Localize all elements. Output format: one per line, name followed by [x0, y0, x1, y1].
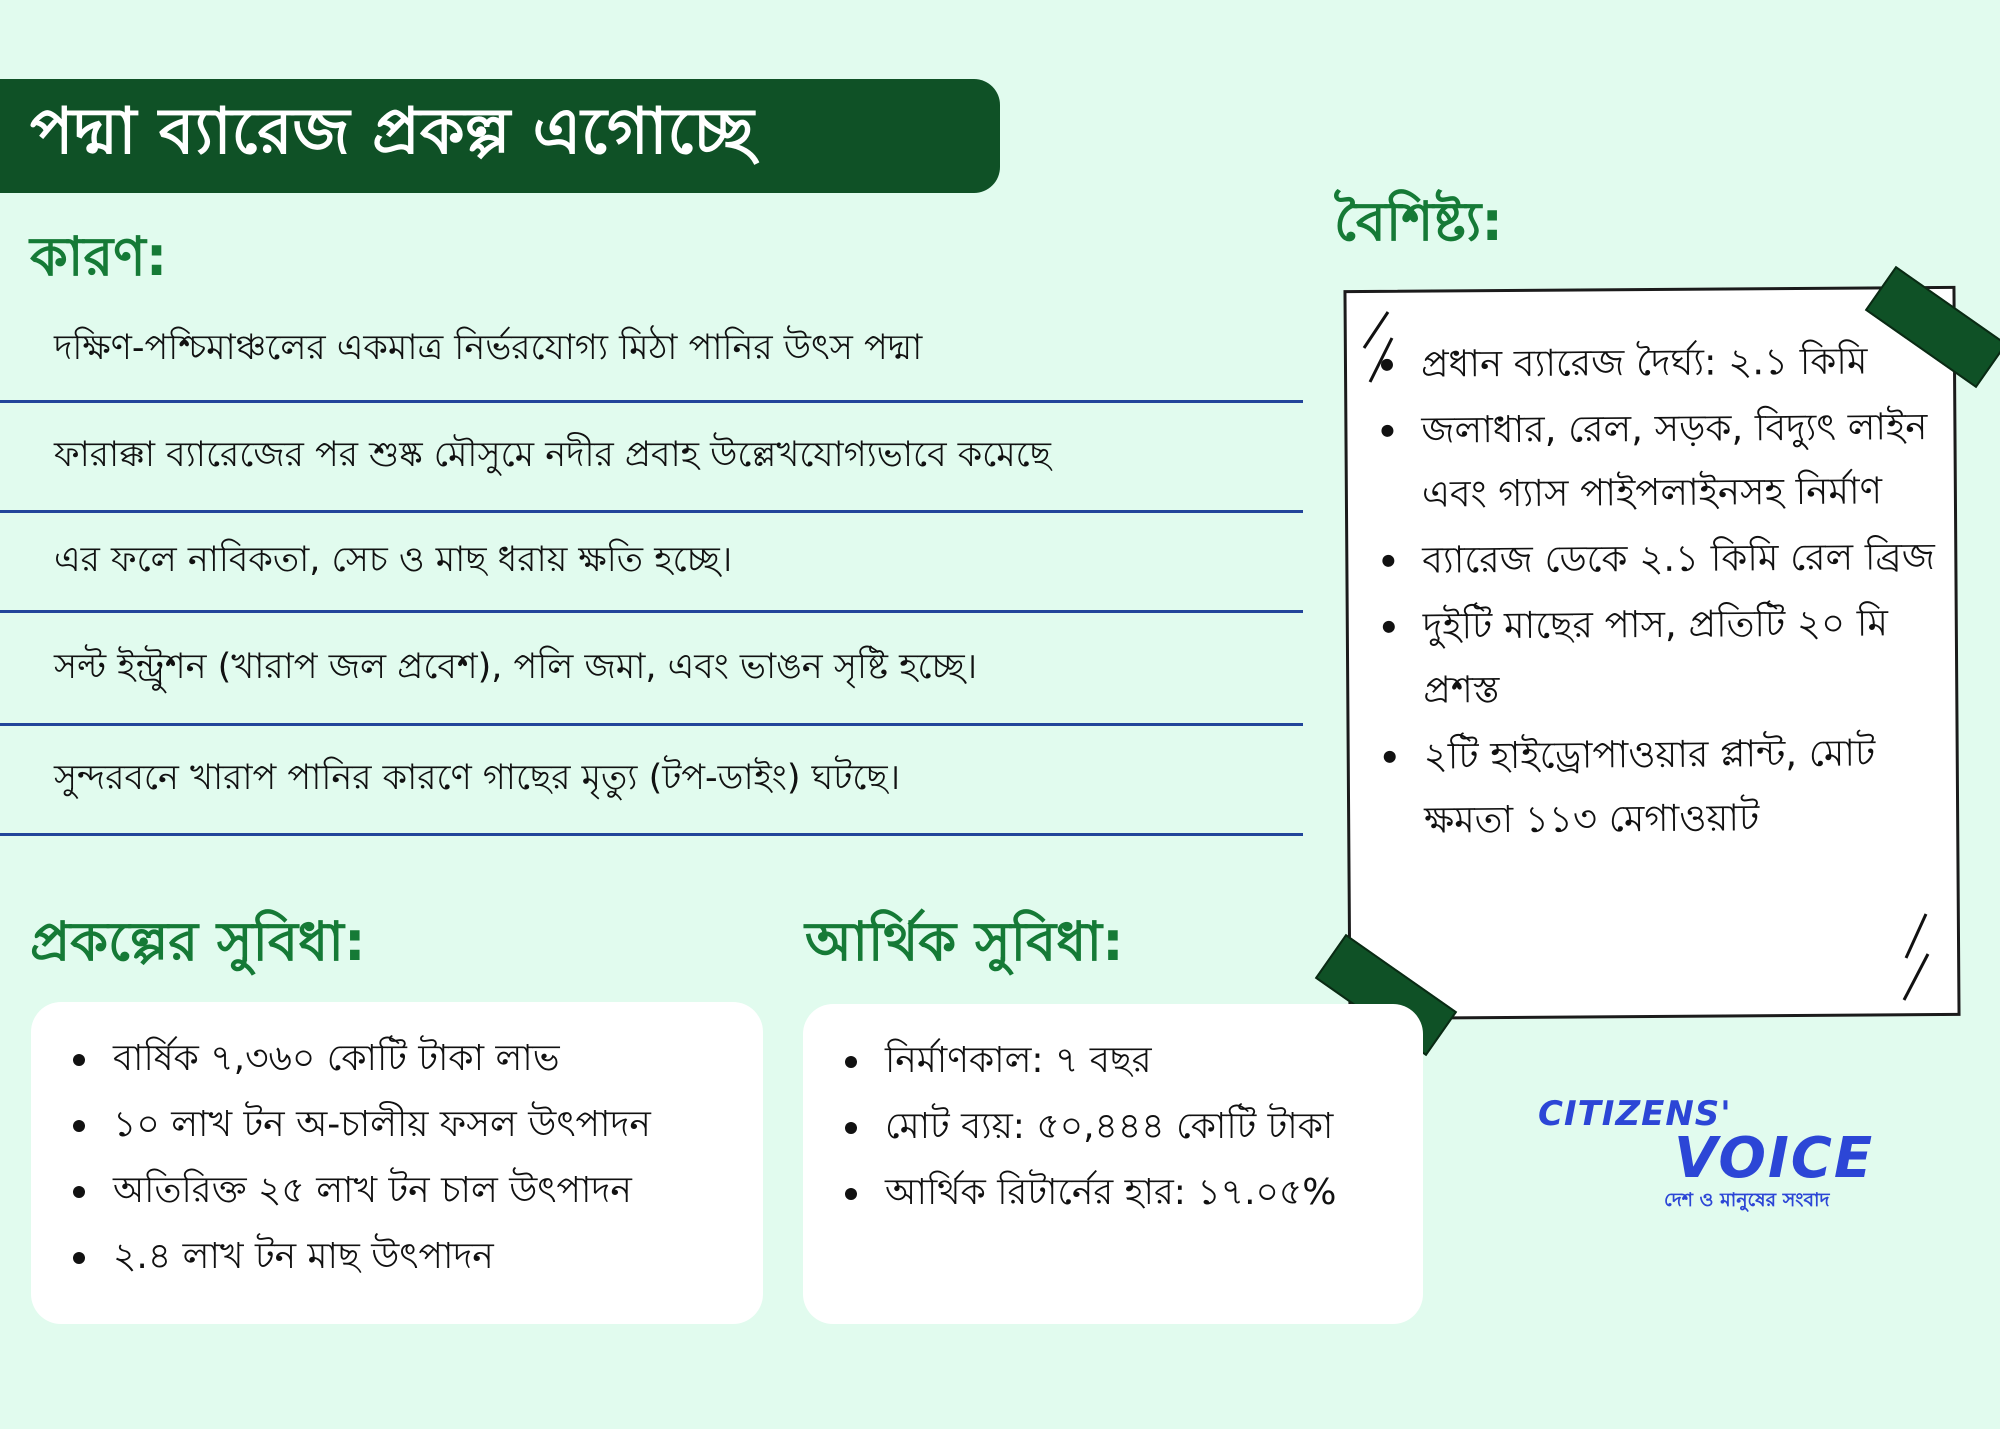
reason-item: ফারাক্কা ব্যারেজের পর শুষ্ক মৌসুমে নদীর প্রবাহ উল্লেখযোগ্যভাবে কমেছে	[0, 403, 1303, 513]
features-note	[1343, 286, 1960, 1020]
reason-item: এর ফলে নাবিকতা, সেচ ও মাছ ধরায় ক্ষতি হচ্ছে।	[0, 513, 1303, 613]
project-benefits-heading: প্রকল্পের সুবিধা:	[30, 910, 366, 973]
feature-item: ২টি হাইড্রোপাওয়ার প্লান্ট, মোট ক্ষমতা ১১৩ মেগাওয়াট	[1365, 721, 1938, 853]
scribble-icon	[1896, 910, 1936, 1005]
bullet-icon	[1381, 425, 1393, 437]
benefit-item: বার্ষিক ৭,৩৬০ কোটি টাকা লাভ	[55, 1026, 743, 1092]
reasons-list	[0, 298, 1303, 836]
economic-benefits-heading: আর্থিক সুবিধা:	[805, 910, 1124, 973]
feature-item: জলাধার, রেল, সড়ক, বিদ্যুৎ লাইন এবং গ্যাস পাইপলাইনসহ নির্মাণ	[1363, 395, 1936, 527]
benefit-item: মোট ব্যয়: ৫০,৪৪৪ কোটি টাকা	[827, 1094, 1403, 1160]
bullet-icon	[1384, 751, 1396, 763]
logo-tagline: দেশ ও মানুষের সংবাদ	[1664, 1189, 1830, 1211]
bullet-icon	[845, 1056, 857, 1068]
feature-item: প্রধান ব্যারেজ দৈর্ঘ্য: ২.১ কিমি	[1363, 329, 1935, 397]
bullet-icon	[73, 1252, 85, 1264]
reason-item: দক্ষিণ-পশ্চিমাঞ্চলের একমাত্র নির্ভরযোগ্য মিঠা পানির উৎস পদ্মা	[0, 298, 1303, 403]
benefit-item: ২.৪ লাখ টন মাছ উৎপাদন	[55, 1224, 743, 1290]
benefit-item: অতিরিক্ত ২৫ লাখ টন চাল উৎপাদন	[55, 1158, 743, 1224]
bullet-icon	[73, 1120, 85, 1132]
benefit-item: আর্থিক রিটার্নের হার: ১৭.০৫%	[827, 1160, 1403, 1226]
project-benefits-card	[31, 1002, 763, 1324]
title-banner	[0, 79, 1000, 193]
logo-top-text: CITIZENS'	[1538, 1094, 1732, 1134]
bullet-icon	[845, 1188, 857, 1200]
benefit-item: ১০ লাখ টন অ-চালীয় ফসল উৎপাদন	[55, 1092, 743, 1158]
scribble-icon	[1358, 308, 1398, 388]
bullet-icon	[845, 1122, 857, 1134]
bullet-icon	[73, 1054, 85, 1066]
page-title: পদ্মা ব্যারেজ প্রকল্প এগোচ্ছে	[30, 94, 754, 169]
features-heading: বৈশিষ্ট্য:	[1334, 190, 1503, 253]
reasons-heading: কারণ:	[30, 225, 168, 288]
economic-benefits-card	[803, 1004, 1423, 1324]
feature-item: ব্যারেজ ডেকে ২.১ কিমি রেল ব্রিজ	[1364, 525, 1936, 593]
reason-item: সুন্দরবনে খারাপ পানির কারণে গাছের মৃত্যু (টপ-ডাইং) ঘটছে।	[0, 726, 1303, 836]
reason-item: সল্ট ইন্ট্রুশন (খারাপ জল প্রবেশ), পলি জমা, এবং ভাঙন সৃষ্টি হচ্ছে।	[0, 613, 1303, 726]
bullet-icon	[1383, 621, 1395, 633]
bullet-icon	[73, 1186, 85, 1198]
bullet-icon	[1382, 555, 1394, 567]
logo-main-text: VOICE	[1674, 1126, 1875, 1191]
feature-item: দুইটি মাছের পাস, প্রতিটি ২০ মি প্রশস্ত	[1365, 591, 1938, 723]
citizens-voice-logo	[1534, 1094, 1875, 1214]
benefit-item: নির্মাণকাল: ৭ বছর	[827, 1028, 1403, 1094]
